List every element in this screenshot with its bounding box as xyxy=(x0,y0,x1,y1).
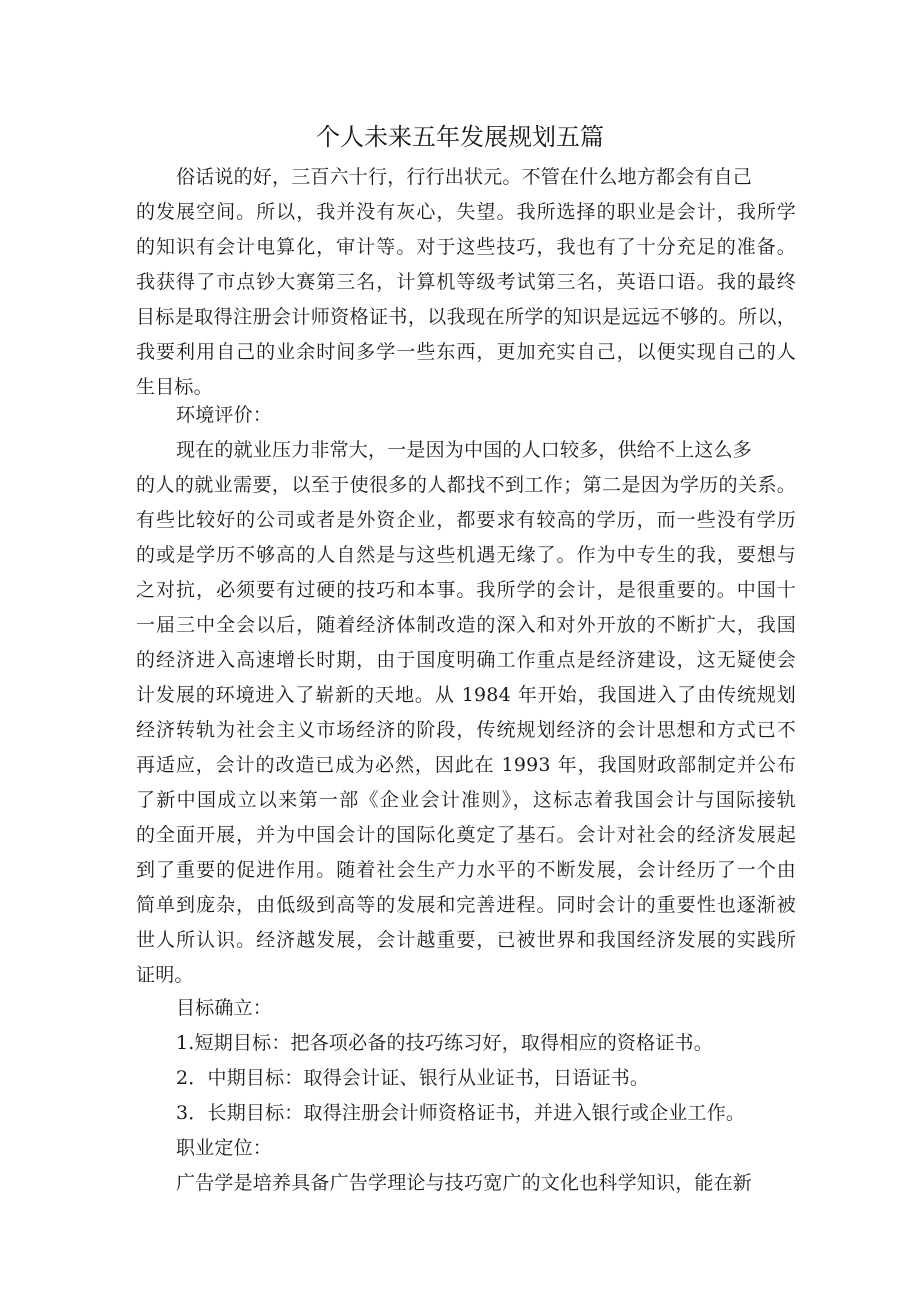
paragraph-line: 的全面开展，并为中国会计的国际化奠定了基石。会计对社会的经济发展起 xyxy=(136,824,796,846)
paragraph-line: 的知识有会计电算化，审计等。对于这些技巧，我也有了十分充足的准备。 xyxy=(136,236,796,258)
paragraph-line: 经济转轨为社会主义市场经济的阶段，传统规划经济的会计思想和方式已不 xyxy=(136,719,796,741)
paragraph-line: 到了重要的促进作用。随着社会生产力水平的不断发展，会计经历了一个由 xyxy=(136,859,796,881)
paragraph-line: 的或是学历不够高的人自然是与这些机遇无缘了。作为中专生的我，要想与 xyxy=(136,544,796,566)
paragraph-line: 现在的就业压力非常大，一是因为中国的人口较多，供给不上这么多 xyxy=(176,439,753,461)
paragraph-line: 我获得了市点钞大赛第三名，计算机等级考试第三名，英语口语。我的最终 xyxy=(136,271,796,293)
paragraph-line: 广告学是培养具备广告学理论与技巧宽广的文化也科学知识，能在新 xyxy=(176,1172,753,1194)
paragraph-line: 计发展的环境进入了崭新的天地。从 1984 年开始，我国进入了由传统规划 xyxy=(136,684,796,706)
goal-item: 1.短期目标：把各项必备的技巧练习好，取得相应的资格证书。 xyxy=(176,1032,713,1054)
paragraph-line: 证明。 xyxy=(136,964,194,986)
paragraph-line: 再适应，会计的改造已成为必然，因此在 1993 年，我国财政部制定并公布 xyxy=(136,754,796,776)
document-title: 个人未来五年发展规划五篇 xyxy=(316,123,604,151)
paragraph-line: 目标是取得注册会计师资格证书，以我现在所学的知识是远远不够的。所以， xyxy=(136,306,796,328)
paragraph-line: 的发展空间。所以，我并没有灰心，失望。我所选择的职业是会计，我所学 xyxy=(136,201,796,223)
section-heading: 职业定位： xyxy=(176,1137,273,1159)
paragraph-line: 之对抗，必须要有过硬的技巧和本事。我所学的会计，是很重要的。中国十 xyxy=(136,579,796,601)
section-heading: 环境评价： xyxy=(176,404,273,426)
paragraph-line: 有些比较好的公司或者是外资企业，都要求有较高的学历，而一些没有学历 xyxy=(136,509,796,531)
paragraph-line: 一届三中全会以后，随着经济体制改造的深入和对外开放的不断扩大，我国 xyxy=(136,614,796,636)
paragraph-line: 简单到庞杂，由低级到高等的发展和完善进程。同时会计的重要性也逐渐被 xyxy=(136,894,796,916)
paragraph-line: 俗话说的好，三百六十行，行行出状元。不管在什么地方都会有自己 xyxy=(176,166,753,188)
paragraph-line: 我要利用自己的业余时间多学一些东西，更加充实自己，以便实现自己的人 xyxy=(136,341,796,363)
section-heading: 目标确立： xyxy=(176,997,273,1019)
paragraph-line: 的人的就业需要，以至于使很多的人都找不到工作；第二是因为学历的关系。 xyxy=(136,474,796,496)
paragraph-line: 世人所认识。经济越发展，会计越重要，已被世界和我国经济发展的实践所 xyxy=(136,929,796,951)
paragraph-line: 了新中国成立以来第一部《企业会计准则》，这标志着我国会计与国际接轨 xyxy=(136,789,796,811)
goal-item: 2．中期目标：取得会计证、银行从业证书，日语证书。 xyxy=(176,1067,650,1089)
paragraph-line: 的经济进入高速增长时期，由于国度明确工作重点是经济建设，这无疑使会 xyxy=(136,649,796,671)
goal-item: 3．长期目标：取得注册会计师资格证书，并进入银行或企业工作。 xyxy=(176,1102,746,1124)
paragraph-line: 生目标。 xyxy=(136,376,213,398)
